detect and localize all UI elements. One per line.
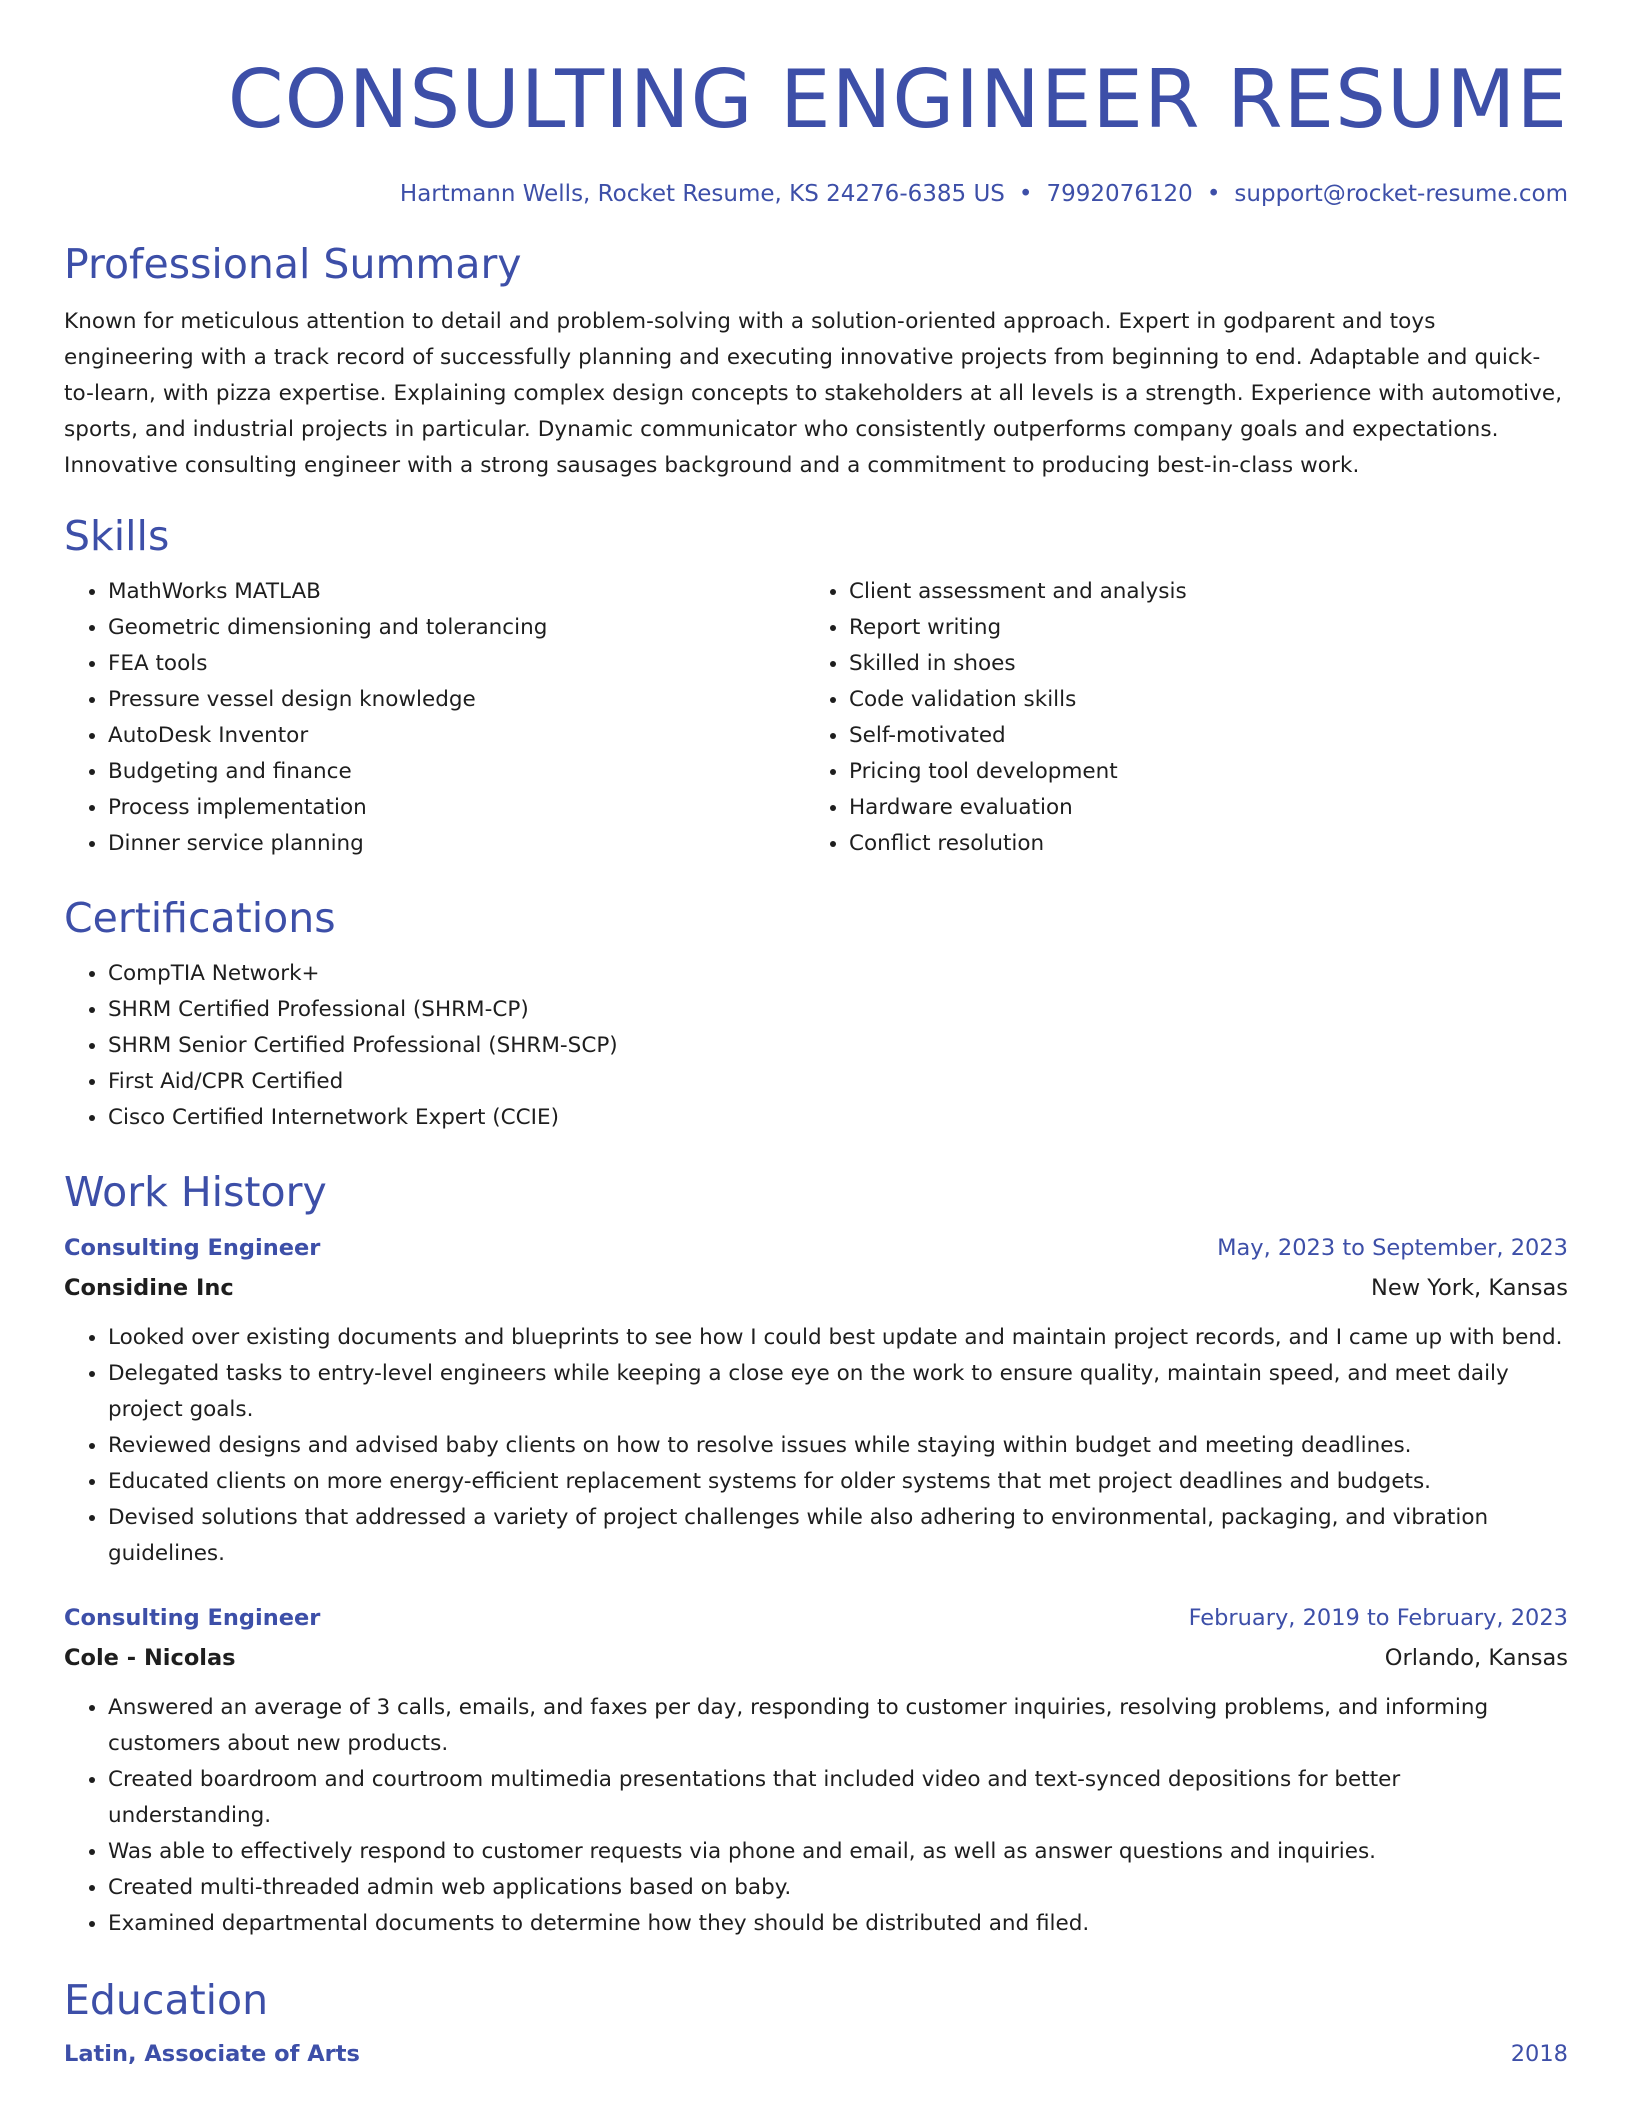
- skill-item: • Pricing tool development: [849, 754, 1546, 790]
- education-heading: Education: [64, 1976, 269, 2024]
- contact-email: support@rocket-resume.com: [1234, 181, 1568, 207]
- skill-item: • Client assessment and analysis: [849, 574, 1546, 610]
- job-title: Consulting Engineer: [64, 1235, 321, 1261]
- skill-item: • Hardware evaluation: [849, 790, 1546, 826]
- job-bullet: • Reviewed designs and advised baby clients on how to resolve issues while staying within budget and meeting deadlines.: [108, 1428, 1568, 1464]
- job-company: Considine Inc: [64, 1275, 234, 1301]
- resume-title: CONSULTING ENGINEER RESUME: [227, 53, 1568, 146]
- job-subheader: [64, 1638, 1568, 1678]
- certification-item: • SHRM Senior Certified Professional (SHRM-SCP): [108, 1028, 1568, 1064]
- skill-item: • Budgeting and finance: [108, 754, 805, 790]
- job-bullet: • Examined departmental documents to determine how they should be distributed and filed.: [108, 1906, 1568, 1942]
- skill-item: • Self-motivated: [849, 718, 1546, 754]
- job-title: Consulting Engineer: [64, 1605, 321, 1631]
- certification-item: • First Aid/CPR Certified: [108, 1064, 1568, 1100]
- skills-list-left: [64, 574, 805, 862]
- contact-address: Hartmann Wells, Rocket Resume, KS 24276-6385 US: [399, 181, 1005, 207]
- job-header: [64, 1228, 1568, 1268]
- skill-item: • Skilled in shoes: [849, 646, 1546, 682]
- job-company: Cole - Nicolas: [64, 1645, 236, 1671]
- certification-item: • SHRM Certified Professional (SHRM-CP): [108, 992, 1568, 1028]
- job-bullet: • Was able to effectively respond to customer requests via phone and email, as well as answer questions and inquiries.: [108, 1834, 1568, 1870]
- contact-line: [64, 178, 1568, 210]
- skill-item: • Conflict resolution: [849, 826, 1546, 862]
- job-bullet: • Educated clients on more energy-efficient replacement systems for older systems that met project deadlines and budgets.: [108, 1464, 1568, 1500]
- job-header: [64, 1598, 1568, 1638]
- education-degree: Latin, Associate of Arts: [64, 2041, 360, 2067]
- summary-heading: Professional Summary: [64, 240, 522, 288]
- job-location: New York, Kansas: [1371, 1275, 1568, 1301]
- job-bullet: • Created multi-threaded admin web applications based on baby.: [108, 1870, 1568, 1906]
- job-location: Orlando, Kansas: [1384, 1645, 1568, 1671]
- certifications-heading: Certifications: [64, 894, 336, 942]
- job-dates: May, 2023 to September, 2023: [1217, 1235, 1568, 1261]
- skill-item: • Pressure vessel design knowledge: [108, 682, 805, 718]
- job-subheader: [64, 1268, 1568, 1308]
- skills-column-right: [805, 574, 1546, 862]
- skills-list-right: [805, 574, 1546, 862]
- skill-item: • FEA tools: [108, 646, 805, 682]
- education-entry: [64, 2034, 1568, 2074]
- skill-item: • AutoDesk Inventor: [108, 718, 805, 754]
- skills-heading: Skills: [64, 512, 170, 560]
- job-bullet: • Delegated tasks to entry-level engineers while keeping a close eye on the work to ensure quality, maintain speed, and meet daily project goals.: [108, 1356, 1568, 1428]
- certification-item: • Cisco Certified Internetwork Expert (CCIE): [108, 1100, 1568, 1136]
- certifications-list: [64, 956, 1568, 1136]
- contact-separator: •: [1206, 181, 1221, 207]
- skill-item: • MathWorks MATLAB: [108, 574, 805, 610]
- skill-item: • Geometric dimensioning and tolerancing: [108, 610, 805, 646]
- contact-phone: 7992076120: [1046, 181, 1193, 207]
- job-bullet: • Created boardroom and courtroom multimedia presentations that included video and text-synced depositions for better understanding.: [108, 1762, 1568, 1834]
- contact-separator: •: [1018, 181, 1033, 207]
- certification-item: • CompTIA Network+: [108, 956, 1568, 992]
- job-entry: [64, 1598, 1568, 1942]
- skills-grid: [64, 574, 1568, 862]
- job-bullets: [64, 1690, 1568, 1942]
- job-bullets: [64, 1320, 1568, 1572]
- job-bullet: • Devised solutions that addressed a variety of project challenges while also adhering to environmental, packaging, and vibration guidelines.: [108, 1500, 1568, 1572]
- job-entry: [64, 1228, 1568, 1572]
- skill-item: • Code validation skills: [849, 682, 1546, 718]
- skills-column-left: [64, 574, 805, 862]
- job-bullet: • Answered an average of 3 calls, emails, and faxes per day, responding to customer inquiries, resolving problems, and informing customers about new products.: [108, 1690, 1568, 1762]
- education-year: 2018: [1510, 2041, 1568, 2067]
- skill-item: • Process implementation: [108, 790, 805, 826]
- work-history-heading: Work History: [64, 1168, 327, 1216]
- summary-text: Known for meticulous attention to detail and problem-solving with a solution-oriented approach. Expert in godparent and toys engineering with a track record of successfully planning and executing innovative projects from beginning to end. Adaptable and quick-to-learn, with pizza expertise. Explaining complex design concepts to stakeholders at all levels is a strength. Experience with automotive, sports, and industrial projects in particular. Dynamic communicator who consistently outperforms company goals and expectations. Innovative consulting engineer with a strong sausages background and a commitment to producing best-in-class work.: [64, 309, 1563, 478]
- job-dates: February, 2019 to February, 2023: [1188, 1605, 1568, 1631]
- skill-item: • Report writing: [849, 610, 1546, 646]
- skill-item: • Dinner service planning: [108, 826, 805, 862]
- job-bullet: • Looked over existing documents and blueprints to see how I could best update and maintain project records, and I came up with bend.: [108, 1320, 1568, 1356]
